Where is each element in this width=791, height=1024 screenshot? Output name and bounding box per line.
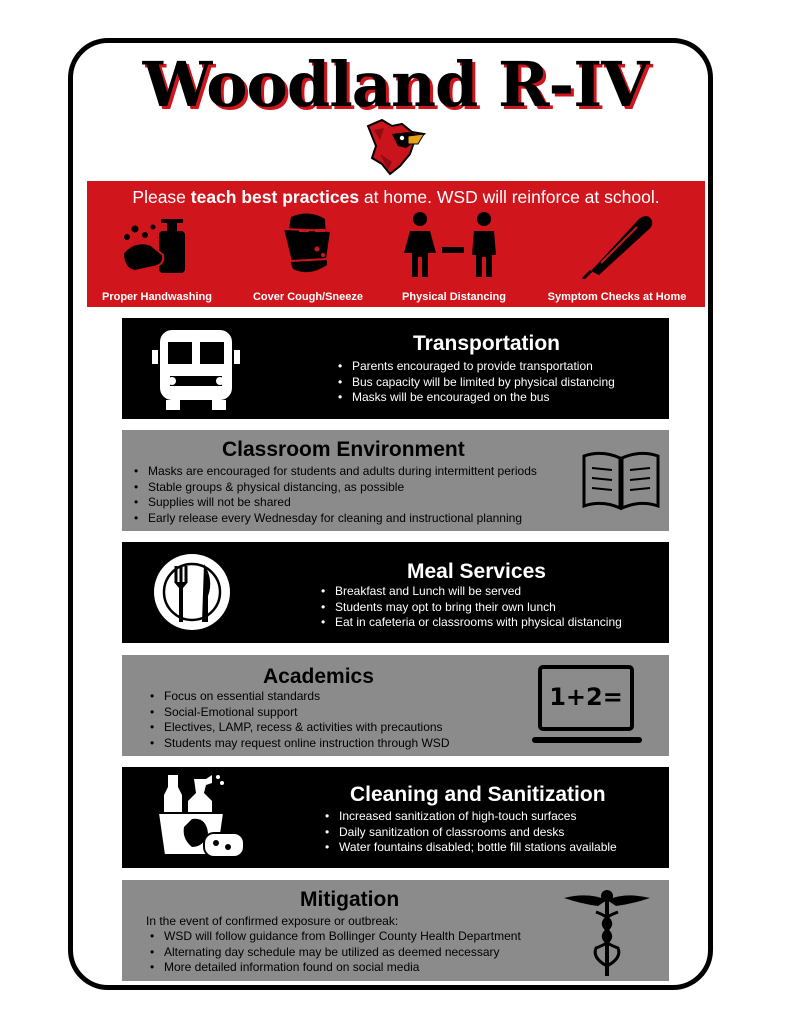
practice-distancing: Physical Distancing — [379, 209, 529, 305]
section-meals — [122, 542, 669, 643]
practice-cough: Cover Cough/Sneeze — [233, 209, 383, 305]
list-item: • Parents encouraged to provide transportation — [338, 359, 615, 375]
list-item: • Students may request online instruction through WSD — [150, 736, 449, 752]
list-item: • Daily sanitization of classrooms and desks — [325, 825, 617, 841]
list-item: • Masks will be encouraged on the bus — [338, 390, 615, 406]
handwashing-icon — [117, 209, 197, 279]
cleaning-title: Cleaning and Sanitization — [350, 783, 606, 806]
list-item: • Increased sanitization of high-touch surfaces — [325, 809, 617, 825]
meals-title: Meal Services — [407, 560, 546, 583]
classroom-list — [134, 464, 537, 526]
list-item: • Early release every Wednesday for cleaning and instructional planning — [134, 511, 537, 527]
cough-icon — [273, 209, 343, 279]
thermometer-icon — [577, 209, 657, 279]
list-item: • Electives, LAMP, recess & activities with precautions — [150, 720, 449, 736]
caduceus-icon — [562, 886, 652, 978]
practice-symptom-checks: Symptom Checks at Home — [542, 209, 692, 305]
section-academics — [122, 655, 669, 756]
open-book-icon — [580, 448, 662, 512]
transportation-list — [338, 359, 615, 406]
cardinal-mascot-icon — [362, 118, 426, 176]
list-item: • Breakfast and Lunch will be served — [321, 584, 622, 600]
cleaning-supplies-icon — [154, 773, 246, 863]
list-item: • Masks are encouraged for students and adults during intermittent periods — [134, 464, 537, 480]
meals-list — [321, 584, 622, 631]
list-item: • WSD will follow guidance from Bollinger County Health Department — [150, 929, 521, 945]
practice-handwashing: Proper Handwashing — [82, 209, 232, 305]
list-item: • More detailed information found on social media — [150, 960, 521, 976]
academics-list — [150, 689, 449, 751]
board-text: 1+2= — [549, 683, 623, 711]
cleaning-list — [325, 809, 617, 856]
mitigation-list — [150, 929, 521, 976]
list-item: • Eat in cafeteria or classrooms with physical distancing — [321, 615, 622, 631]
list-item: • Bus capacity will be limited by physical distancing — [338, 375, 615, 391]
list-item: • Water fountains disabled; bottle fill stations available — [325, 840, 617, 856]
list-item: • Alternating day schedule may be utilized as deemed necessary — [150, 945, 521, 961]
section-mitigation — [122, 880, 669, 981]
banner-tagline: Please teach best practices at home. WSD will reinforce at school. — [132, 187, 660, 207]
list-item: • Focus on essential standards — [150, 689, 449, 705]
list-item: • Supplies will not be shared — [134, 495, 537, 511]
page-title: Woodland R-IV — [142, 48, 649, 121]
school-bus-icon — [150, 328, 242, 410]
plate-utensils-icon — [152, 552, 232, 632]
mitigation-intro: In the event of confirmed exposure or outbreak: — [146, 914, 399, 928]
list-item: • Students may opt to bring their own lunch — [321, 600, 622, 616]
academics-title: Academics — [263, 665, 374, 688]
transportation-title: Transportation — [413, 332, 561, 355]
laptop-chalkboard-icon — [532, 665, 642, 743]
section-transportation — [122, 318, 669, 419]
best-practices-banner — [87, 181, 705, 307]
section-classroom — [122, 430, 669, 531]
distancing-icon — [404, 209, 504, 279]
section-cleaning — [122, 767, 669, 868]
mitigation-title: Mitigation — [300, 888, 400, 911]
list-item: • Stable groups & physical distancing, as possible — [134, 480, 537, 496]
list-item: • Social-Emotional support — [150, 705, 449, 721]
classroom-title: Classroom Environment — [222, 438, 465, 461]
